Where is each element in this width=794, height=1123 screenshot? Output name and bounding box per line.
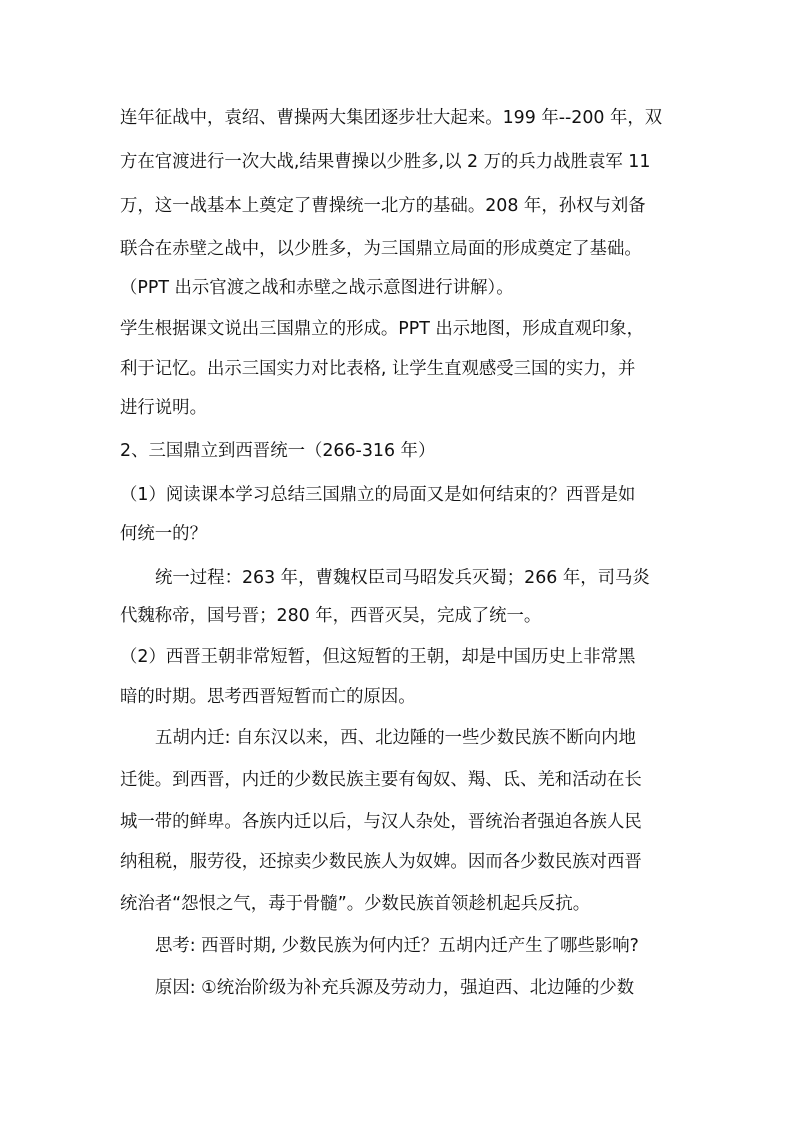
text-line-4: 联合在赤壁之战中，以少胜多，为三国鼎立局面的形成奠定了基础。 <box>120 239 642 259</box>
text-line-19: 纳租税，服劳役，还掠卖少数民族人为奴婢。因而各少数民族对西晋 <box>120 852 642 872</box>
text-line-1: 连年征战中，袁绍、曹操两大集团逐步壮大起来。199 年--200 年，双 <box>120 108 663 128</box>
text-line-14: （2）西晋王朝非常短暂，但这短暂的王朝，却是中国历史上非常黑 <box>120 647 636 667</box>
text-line-10: （1）阅读课本学习总结三国鼎立的局面又是如何结束的？西晋是如 <box>120 485 636 505</box>
text-line-20: 统治者“怨恨之气，毒于骨髓”。少数民族首领趁机起兵反抗。 <box>120 894 591 914</box>
text-line-7: 利于记忆。出示三国实力对比表格, 让学生直观感受三国的实力，并 <box>120 359 636 379</box>
text-line-6: 学生根据课文说出三国鼎立的形成。PPT 出示地图，形成直观印象， <box>120 319 645 339</box>
text-line-17: 迁徙。到西晋，内迁的少数民族主要有匈奴、羯、氐、羌和活动在长 <box>120 770 642 790</box>
text-line-5: （PPT 出示官渡之战和赤壁之战示意图进行讲解）。 <box>120 278 514 298</box>
text-line-13: 代魏称帝，国号晋；280 年，西晋灭吴，完成了统一。 <box>120 606 542 626</box>
text-line-3: 万，这一战基本上奠定了曹操统一北方的基础。208 年，孙权与刘备 <box>120 196 646 216</box>
text-line-18: 城一带的鲜卑。各族内迁以后，与汉人杂处，晋统治者强迫各族人民 <box>120 812 642 832</box>
section-heading: 2、三国鼎立到西晋统一（266-316 年） <box>120 441 436 461</box>
text-line-22: 原因: ①统治阶级为补充兵源及劳动力，强迫西、北边陲的少数 <box>155 978 635 998</box>
text-line-15: 暗的时期。思考西晋短暂而亡的原因。 <box>120 687 416 707</box>
text-line-11: 何统一的？ <box>120 524 207 544</box>
text-line-16: 五胡内迁: 自东汉以来，西、北边陲的一些少数民族不断向内地 <box>155 728 636 748</box>
text-line-2: 方在官渡进行一次大战,结果曹操以少胜多,以 2 万的兵力战胜袁军 11 <box>120 152 651 172</box>
text-line-8: 进行说明。 <box>120 398 207 418</box>
text-line-12: 统一过程：263 年，曹魏权臣司马昭发兵灭蜀；266 年，司马炎 <box>155 568 650 588</box>
text-line-21: 思考: 西晋时期, 少数民族为何内迁？五胡内迁产生了哪些影响? <box>155 936 639 956</box>
